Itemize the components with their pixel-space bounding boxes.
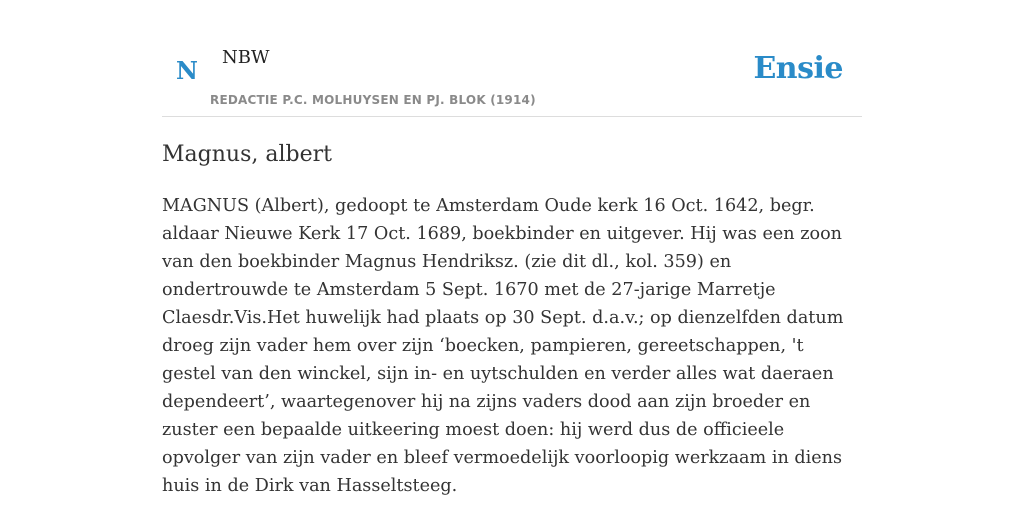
article-body: MAGNUS (Albert), gedoopt te Amsterdam Oude kerk 16 Oct. 1642, begr. aldaar Nieuwe Kerk 17 Oct. 1689, boekbinder en uitgever. Hij was een zoon van den boekbinder Magnus Hendriksz. (zie dit dl., kol. 359) en ondertrouwde te Amsterdam 5 Sept. 1670 met de 27-jarige Marretje Claesdr.Vis.Het huwelijk had plaats op 30 Sept. d.a.v.; op dienzelfden datum droeg zijn vader hem over zijn ‘boecken, pampieren, gereetschappen, 't gestel van den winckel, sijn in- en uytschulden en verder alles wat daeraen dependeert’, waartegenover hij na zijns vaders dood aan zijn broeder en zuster een bepaalde uitkeering moest doen: hij werd dus de officieele opvolger van zijn vader en bleef vermoedelijk voorloopig werkzaam in diens huis in de Dirk van Hasseltsteeg. (162, 196, 844, 496)
article-title: Magnus, albert (162, 142, 332, 167)
source-logo[interactable]: N (176, 56, 198, 85)
brand-logo[interactable]: Ensie (753, 51, 843, 86)
source-name[interactable]: NBW (222, 47, 270, 68)
page-header (162, 0, 862, 117)
source-subtitle: REDACTIE P.C. MOLHUYSEN EN PJ. BLOK (1914) (210, 93, 536, 107)
